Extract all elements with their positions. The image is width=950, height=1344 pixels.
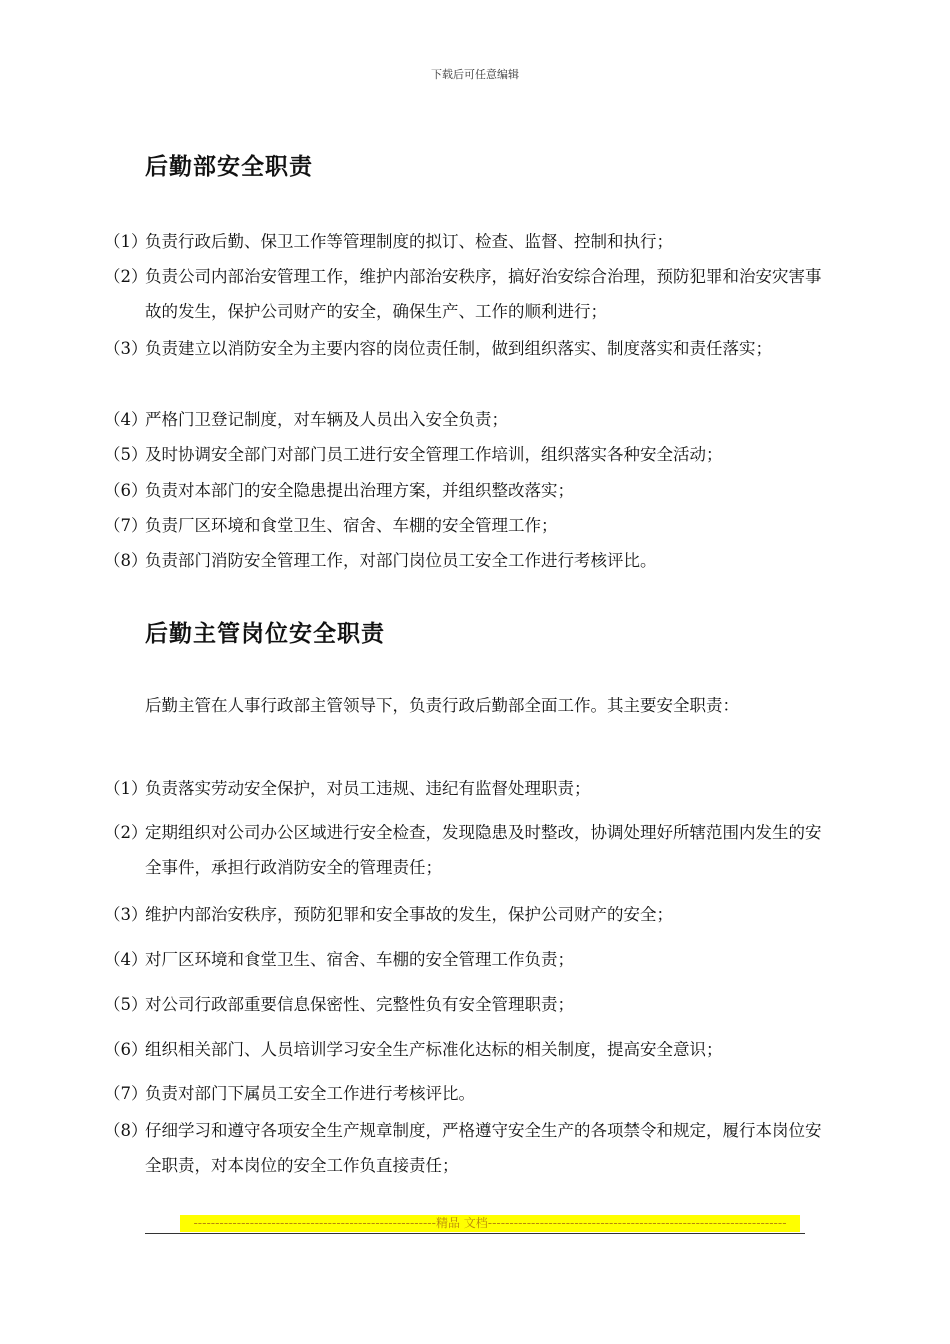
section1-item-4 (104, 402, 824, 437)
item-number: （7） (104, 516, 148, 535)
section1-item-6 (104, 473, 824, 508)
section1-item-7 (104, 508, 824, 543)
page-header-note: 下载后可任意编辑 (431, 68, 519, 81)
item-number: （6） (104, 481, 148, 500)
item-text: 严格门卫登记制度，对车辆及人员出入安全负责； (145, 410, 508, 429)
item-text: 及时协调安全部门对部门员工进行安全管理工作培训，组织落实各种安全活动； (145, 445, 723, 464)
section2-item-3 (104, 897, 824, 932)
footer-divider (145, 1233, 805, 1234)
item-number: （5） (104, 995, 148, 1014)
item-number: （8） (104, 551, 148, 570)
item-text: 负责对部门下属员工安全工作进行考核评比。 (145, 1084, 475, 1103)
item-text: 组织相关部门、人员培训学习安全生产标准化达标的相关制度，提高安全意识； (145, 1040, 723, 1059)
item-number: （7） (104, 1084, 148, 1103)
item-text: 对厂区环境和食堂卫生、宿舍、车棚的安全管理工作负责； (145, 950, 574, 969)
item-number: （3） (104, 339, 148, 358)
section1-item-1 (104, 224, 824, 259)
section2-item-6 (104, 1032, 824, 1067)
section1-item-5 (104, 437, 824, 472)
section2-title: 后勤主管岗位安全职责 (145, 621, 385, 647)
item-number: （2） (104, 267, 148, 286)
section2-item-8 (104, 1113, 824, 1183)
section1-item-8 (104, 543, 824, 578)
item-text: 负责部门消防安全管理工作，对部门岗位员工安全工作进行考核评比。 (145, 551, 657, 570)
section1-item-3 (104, 331, 824, 366)
item-text: 负责建立以消防安全为主要内容的岗位责任制，做到组织落实、制度落实和责任落实； (145, 339, 772, 358)
section2-item-1 (104, 771, 824, 806)
section2-item-2 (104, 815, 824, 885)
section2-item-7 (104, 1076, 824, 1111)
section2-item-5 (104, 987, 824, 1022)
section1-item-2 (104, 259, 824, 329)
item-text: 负责厂区环境和食堂卫生、宿舍、车棚的安全管理工作； (145, 516, 558, 535)
item-number: （6） (104, 1040, 148, 1059)
section1-title: 后勤部安全职责 (145, 154, 313, 180)
footer-watermark-bar: --------------------------------------------------------精品 文档--------------------------------------------------------------------- (180, 1215, 800, 1232)
item-number: （8） (104, 1121, 148, 1140)
item-number: （5） (104, 445, 148, 464)
item-number: （4） (104, 950, 148, 969)
item-number: （3） (104, 905, 148, 924)
section2-item-4 (104, 942, 824, 977)
item-number: （4） (104, 410, 148, 429)
item-text: 负责公司内部治安管理工作，维护内部治安秩序，搞好治安综合治理，预防犯罪和治安灾害事故的发生，保护公司财产的安全，确保生产、工作的顺利进行； (145, 267, 822, 321)
item-text: 定期组织对公司办公区域进行安全检查，发现隐患及时整改，协调处理好所辖范围内发生的安全事件，承担行政消防安全的管理责任； (145, 823, 822, 877)
item-number: （2） (104, 823, 148, 842)
item-text: 负责行政后勤、保卫工作等管理制度的拟订、检查、监督、控制和执行； (145, 232, 673, 251)
item-text: 维护内部治安秩序，预防犯罪和安全事故的发生，保护公司财产的安全； (145, 905, 673, 924)
item-text: 对公司行政部重要信息保密性、完整性负有安全管理职责； (145, 995, 574, 1014)
item-text: 负责落实劳动安全保护，对员工违规、违纪有监督处理职责； (145, 779, 591, 798)
item-number: （1） (104, 779, 148, 798)
item-text: 负责对本部门的安全隐患提出治理方案，并组织整改落实； (145, 481, 574, 500)
item-text: 仔细学习和遵守各项安全生产规章制度，严格遵守安全生产的各项禁令和规定，履行本岗位安全职责，对本岗位的安全工作负直接责任； (145, 1121, 822, 1175)
section2-intro: 后勤主管在人事行政部主管领导下，负责行政后勤部全面工作。其主要安全职责： (145, 696, 739, 715)
item-number: （1） (104, 232, 148, 251)
